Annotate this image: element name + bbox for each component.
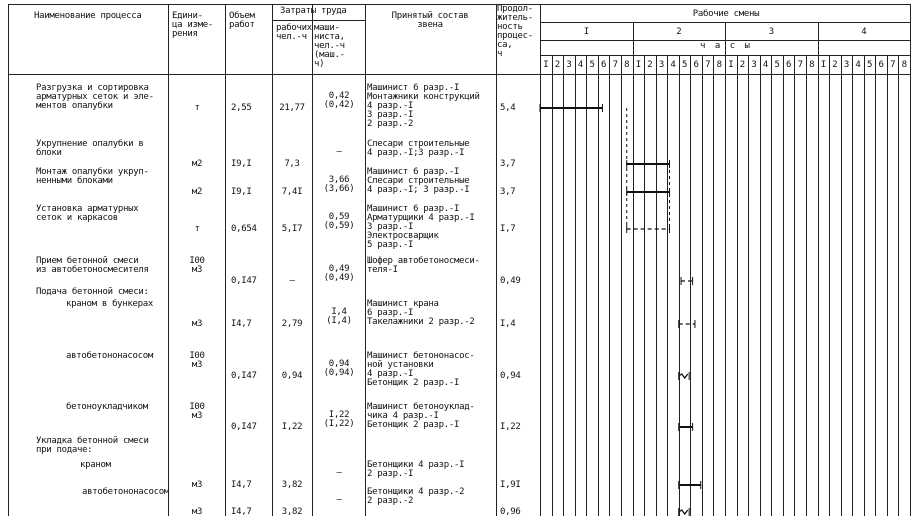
hour-label: 2 — [554, 60, 560, 70]
hour-label: 3 — [843, 60, 849, 70]
operator-cell: I,22 (I,22) — [323, 410, 355, 429]
process-name: Установка арматурных сеток и каркасов — [36, 204, 139, 223]
duration-cell: 0,94 — [500, 371, 521, 381]
operator-cell: 0,42 (0,42) — [323, 91, 355, 110]
crew-cell: Машинист 6 разр.-I Монтажники конструкций 4 разр.-I 3 разр.-I 2 разр.-2 — [367, 83, 480, 129]
volume-cell: 0,I47 — [231, 422, 257, 432]
duration-cell: I,9I — [500, 480, 521, 490]
workers-cell: I,22 — [281, 422, 303, 432]
volume-cell: I4,7 — [231, 480, 252, 490]
operator-cell: I,4 (I,4) — [326, 307, 352, 326]
hour-label: I — [820, 60, 826, 70]
hour-label: 7 — [797, 60, 803, 70]
col-header-volume: Объем работ — [229, 11, 255, 30]
duration-cell: I,22 — [500, 422, 521, 432]
col-header-labor: Затраты труда — [280, 6, 347, 16]
crew-cell: Машинист бетоноуклад- чика 4 разр.-I Бетонщик 2 разр.-I — [367, 402, 475, 430]
process-name: Разгрузка и сортировка арматурных сеток и эле- ментов опалубки — [36, 83, 154, 111]
duration-cell: 5,4 — [500, 103, 516, 113]
hour-label: 3 — [566, 60, 572, 70]
crew-cell: Машинист крана 6 разр.-I Такелажники 2 разр.-2 — [367, 299, 475, 327]
hour-label: 5 — [774, 60, 780, 70]
shift-label: 2 — [676, 27, 682, 37]
crew-cell: Машинист 6 разр.-I Слесари строительные 4 разр.-I; 3 разр.-I — [367, 167, 470, 195]
shift-label: I — [583, 27, 589, 37]
volume-cell: I9,I — [231, 187, 252, 197]
schedule-bar — [679, 510, 688, 514]
hour-label: I — [728, 60, 734, 70]
hour-label: 8 — [809, 60, 815, 70]
volume-cell: 0,I47 — [231, 276, 257, 286]
process-name: Подача бетонной смеси: — [36, 287, 149, 297]
crew-cell: Шофер автобетоносмеси- теля-I — [367, 256, 480, 275]
hour-label: 3 — [751, 60, 757, 70]
col-header-crew: Принятый состав звена — [391, 11, 469, 30]
workers-cell: 21,77 — [279, 103, 305, 113]
unit-cell: т — [194, 224, 200, 234]
operator-cell: – — [336, 468, 342, 478]
volume-cell: I4,7 — [231, 319, 252, 329]
col-header-workers: рабочих чел.-ч — [276, 23, 312, 42]
hour-label: 4 — [577, 60, 584, 70]
col-header-duration: Продол- житель- ность процес- са, ч — [497, 4, 533, 59]
hour-label: 8 — [624, 60, 630, 70]
process-name: Прием бетонной смеси из автобетоносмесителя — [36, 256, 149, 275]
crew-cell: Машинист 6 разр.-I Арматурщики 4 разр.-I 3 разр.-I Электросварщик 5 разр.-I — [367, 204, 475, 250]
process-name: краном — [80, 460, 111, 470]
hour-label: 7 — [890, 60, 896, 70]
workers-cell: 3,82 — [281, 480, 303, 490]
hour-label: 5 — [589, 60, 595, 70]
operator-cell: 0,94 (0,94) — [323, 359, 355, 378]
hour-label: 6 — [693, 60, 699, 70]
duration-cell: 0,49 — [500, 276, 521, 286]
workers-cell: – — [289, 276, 295, 286]
shift-label: 3 — [768, 27, 774, 37]
duration-cell: 3,7 — [500, 187, 516, 197]
operator-cell: – — [336, 147, 342, 157]
col-header-shifts: Рабочие смены — [692, 9, 760, 19]
hour-label: 2 — [832, 60, 838, 70]
hour-label: 8 — [716, 60, 722, 70]
hour-label: 7 — [612, 60, 618, 70]
hour-label: 4 — [762, 60, 769, 70]
volume-cell: I4,7 — [231, 507, 252, 517]
duration-cell: 3,7 — [500, 159, 516, 169]
process-name: Укрупнение опалубки в блоки — [36, 139, 144, 158]
process-name: Укладка бетонной смеси при подаче: — [36, 436, 149, 455]
workers-cell: 0,94 — [281, 371, 303, 381]
hour-label: 5 — [866, 60, 873, 70]
crew-cell: Бетонщики 4 разр.-2 2 разр.-2 — [367, 487, 465, 506]
schedule-bar — [679, 374, 688, 378]
unit-cell: м3 — [191, 507, 203, 517]
hour-label: 4 — [670, 60, 676, 70]
col-header-unit: Едини- ца изме- рения — [172, 11, 213, 39]
process-name: Монтаж опалубки укруп- ненными блоками — [36, 167, 149, 186]
duration-cell: I,7 — [500, 224, 516, 234]
unit-cell: I00 м3 — [189, 351, 205, 370]
crew-cell: Слесари строительные 4 разр.-I;3 разр.-I — [367, 139, 470, 158]
unit-cell: т — [194, 103, 200, 113]
unit-cell: м2 — [191, 159, 203, 169]
hour-label: 6 — [601, 60, 607, 70]
shift-label: 4 — [861, 27, 867, 37]
process-name: бетоноукладчиком — [66, 402, 148, 412]
operator-cell: – — [336, 495, 342, 505]
process-name: автобетононасосом — [82, 487, 170, 497]
hour-label: I — [543, 60, 549, 70]
crew-cell: Бетонщики 4 разр.-I 2 разр.-I — [367, 460, 465, 479]
hour-label: 2 — [647, 60, 653, 70]
hour-label: 2 — [739, 60, 745, 70]
crew-cell: Машинист бетононасос- ной установки 4 разр.-I Бетонщик 2 разр.-I — [367, 351, 475, 388]
volume-cell: 2,55 — [231, 103, 252, 113]
workers-cell: 7,4I — [281, 187, 303, 197]
workers-cell: 2,79 — [281, 319, 303, 329]
workers-cell: 3,82 — [281, 507, 303, 517]
process-name: автобетононасосом — [66, 351, 154, 361]
duration-cell: 0,96 — [500, 507, 521, 517]
hour-label: 5 — [681, 60, 688, 70]
hour-label: 8 — [901, 60, 907, 70]
hour-label: I — [635, 60, 641, 70]
unit-cell: I00 м3 — [189, 402, 205, 421]
operator-cell: 0,49 (0,49) — [323, 264, 355, 283]
unit-cell: I00 м3 — [189, 256, 205, 275]
operator-cell: 3,66 (3,66) — [323, 175, 355, 194]
hour-label: 3 — [658, 60, 664, 70]
hour-label: 4 — [855, 60, 861, 70]
col-header-operator: маши- ниста, чел.-ч (маш.- ч) — [314, 23, 345, 69]
unit-cell: м2 — [191, 187, 203, 197]
volume-cell: 0,I47 — [231, 371, 257, 381]
hour-label: 7 — [705, 60, 711, 70]
unit-cell: м3 — [191, 480, 203, 490]
hour-label: 6 — [786, 60, 792, 70]
process-name: краном в бункерах — [66, 299, 154, 309]
workers-cell: 5,I7 — [281, 224, 303, 234]
volume-cell: I9,I — [231, 159, 252, 169]
duration-cell: I,4 — [500, 319, 516, 329]
col-header-process: Наименование процесса — [34, 11, 142, 21]
operator-cell: 0,59 (0,59) — [323, 212, 355, 231]
workers-cell: 7,3 — [284, 159, 300, 169]
unit-cell: м3 — [191, 319, 203, 329]
hour-label: 6 — [878, 60, 884, 70]
volume-cell: 0,654 — [231, 224, 257, 234]
hours-label: ч а с ы — [700, 41, 752, 51]
